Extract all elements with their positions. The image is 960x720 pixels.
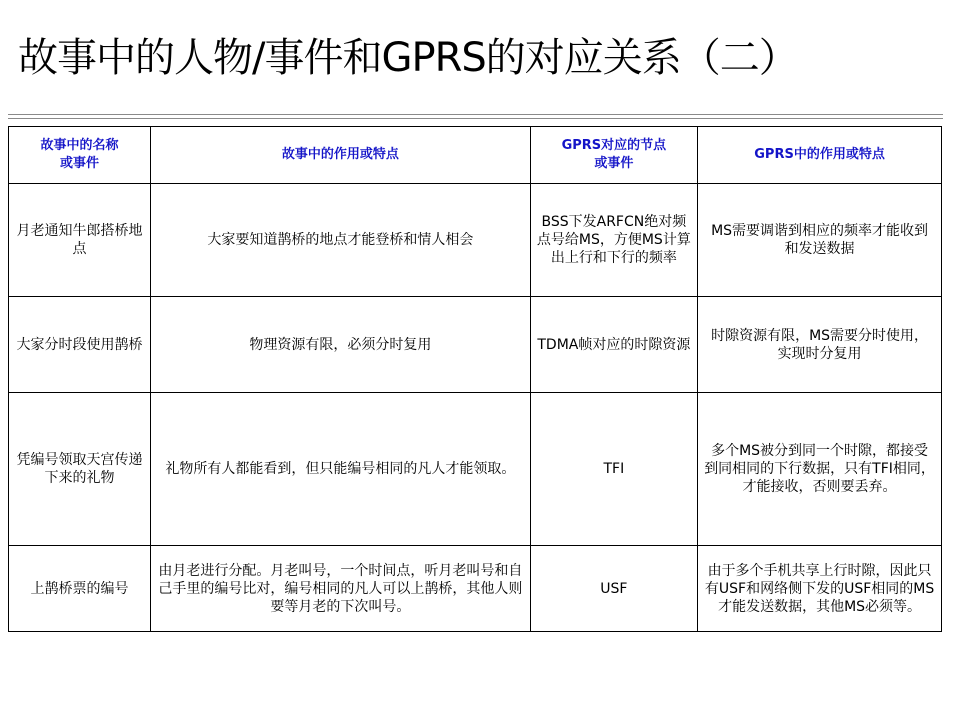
table-row <box>9 184 942 297</box>
header-story-name: 故事中的名称 或事件 <box>9 127 151 184</box>
table-header-row <box>9 127 942 184</box>
cell-story-role: 物理资源有限，必须分时复用 <box>151 297 531 393</box>
cell-story-name: 大家分时段使用鹊桥 <box>9 297 151 393</box>
cell-gprs-node: TFI <box>530 393 698 546</box>
cell-story-role: 礼物所有人都能看到，但只能编号相同的凡人才能领取。 <box>151 393 531 546</box>
cell-gprs-role: 多个MS被分到同一个时隙，都接受到同相同的下行数据，只有TFI相同，才能接收，否则要丢弃。 <box>698 393 942 546</box>
title-divider <box>8 114 943 115</box>
cell-gprs-role: MS需要调谐到相应的频率才能收到和发送数据 <box>698 184 942 297</box>
mapping-table <box>8 126 942 632</box>
cell-story-name: 上鹊桥票的编号 <box>9 546 151 632</box>
page-title: 故事中的人物/事件和GPRS的对应关系（二） <box>18 35 798 81</box>
title-divider-secondary <box>8 118 943 119</box>
cell-story-role: 大家要知道鹊桥的地点才能登桥和情人相会 <box>151 184 531 297</box>
cell-story-name: 凭编号领取天宫传递下来的礼物 <box>9 393 151 546</box>
header-gprs-role: GPRS中的作用或特点 <box>698 127 942 184</box>
header-gprs-node: GPRS对应的节点 或事件 <box>530 127 698 184</box>
cell-story-name: 月老通知牛郎搭桥地点 <box>9 184 151 297</box>
cell-story-role: 由月老进行分配。月老叫号，一个时间点，听月老叫号和自己手里的编号比对，编号相同的凡人可以上鹊桥，其他人则要等月老的下次叫号。 <box>151 546 531 632</box>
cell-gprs-node: USF <box>530 546 698 632</box>
table-row <box>9 546 942 632</box>
cell-gprs-role: 时隙资源有限，MS需要分时使用，实现时分复用 <box>698 297 942 393</box>
table-row <box>9 297 942 393</box>
table-row <box>9 393 942 546</box>
header-story-role: 故事中的作用或特点 <box>151 127 531 184</box>
cell-gprs-node: BSS下发ARFCN绝对频点号给MS，方便MS计算出上行和下行的频率 <box>530 184 698 297</box>
cell-gprs-node: TDMA帧对应的时隙资源 <box>530 297 698 393</box>
cell-gprs-role: 由于多个手机共享上行时隙，因此只有USF和网络侧下发的USF相同的MS才能发送数据，其他MS必须等。 <box>698 546 942 632</box>
